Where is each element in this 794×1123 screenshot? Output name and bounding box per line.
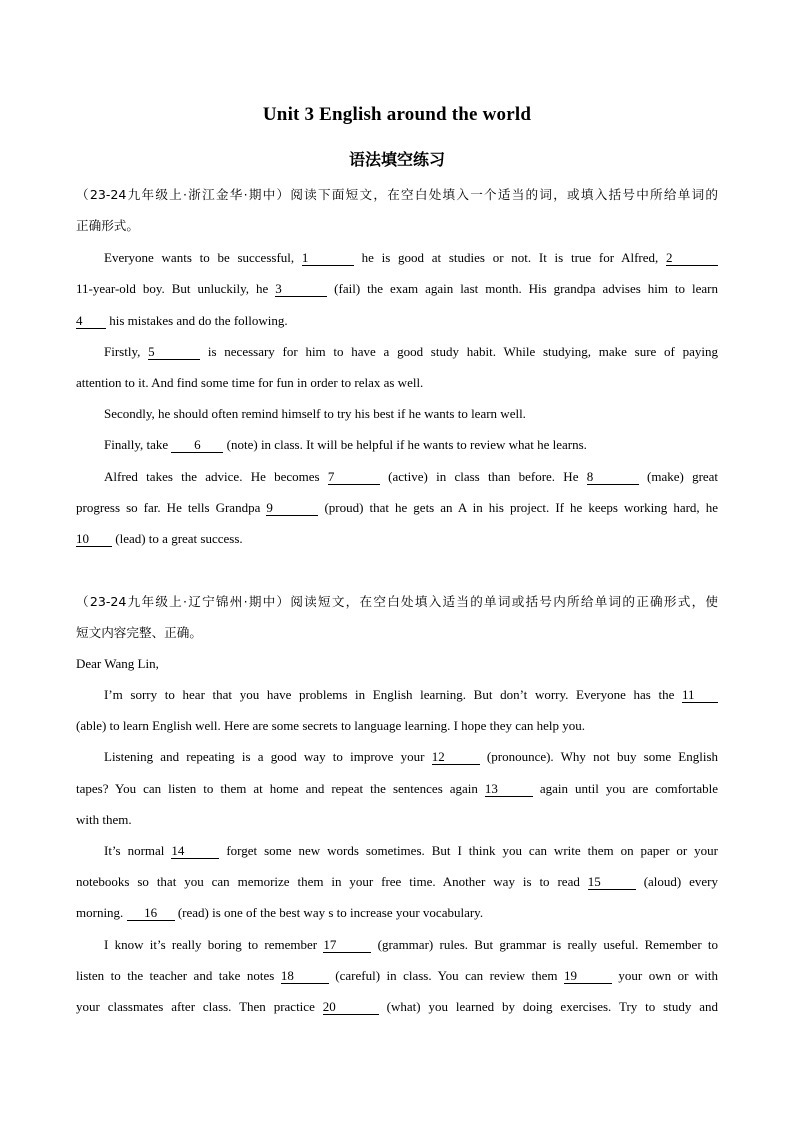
text: (aloud) every (643, 874, 719, 889)
blank-19[interactable]: 19 (564, 969, 612, 984)
text: Alfred takes the advice. He becomes (104, 469, 320, 484)
blank-6[interactable]: 6 (171, 438, 223, 453)
blank-13[interactable]: 13 (485, 782, 533, 797)
blank-10[interactable]: 10 (76, 532, 112, 547)
text: I’m sorry to hear that you have problems in English learning. But don’t worry. Everyone has the (104, 687, 675, 702)
text: listen to the teacher and take notes (76, 968, 275, 983)
s1-line-10 (76, 531, 718, 547)
text: Firstly, (104, 344, 141, 359)
text: (note) in class. It will be helpful if he wants to review what he learns. (226, 437, 587, 452)
blank-5[interactable]: 5 (148, 345, 200, 360)
page-subtitle: 语法填空练习 (348, 150, 445, 169)
text: (careful) in class. You can review them (335, 968, 558, 983)
s2-line-2: (able) to learn English well. Here are some secrets to language learning. I hope they can help you. (76, 718, 585, 733)
text: Listening and repeating is a good way to improve your (104, 749, 425, 764)
text: (grammar) rules. But grammar is really useful. Remember to (377, 937, 719, 952)
s1-line-2 (76, 281, 718, 297)
text: (active) in class than before. He (388, 469, 579, 484)
blank-20[interactable]: 20 (323, 1000, 379, 1015)
blank-4[interactable]: 4 (76, 314, 106, 329)
text: forget some new words sometimes. But I think you can write them on paper or your (226, 843, 718, 858)
s2-line-3 (104, 749, 718, 765)
text: Finally, take (104, 437, 169, 452)
blank-11[interactable]: 11 (682, 688, 718, 703)
blank-8[interactable]: 8 (587, 470, 639, 485)
text: your classmates after class. Then practice (76, 999, 315, 1014)
s1-line-6: Secondly, he should often remind himself to try his best if he wants to learn well. (104, 406, 526, 421)
s2-line-4 (76, 781, 718, 797)
blank-3[interactable]: 3 (275, 282, 327, 297)
s2-line-1 (104, 687, 718, 703)
text: (lead) to a great success. (115, 531, 243, 546)
text: (read) is one of the best way s to increase your vocabulary. (177, 905, 484, 920)
blank-18[interactable]: 18 (281, 969, 329, 984)
text: (fail) the exam again last month. His grandpa advises him to learn (334, 281, 718, 296)
page-title: Unit 3 English around the world (262, 104, 532, 125)
section1-instruction-line2: 正确形式。 (76, 218, 139, 233)
s1-line-9 (76, 500, 718, 516)
text: notebooks so that you can memorize them in your free time. Another way is to read (76, 874, 580, 889)
text: is necessary for him to have a good study habit. While studying, make sure of paying (207, 344, 719, 359)
s1-line-3 (76, 313, 718, 329)
text: I know it’s really boring to remember (104, 937, 318, 952)
text: Everyone wants to be successful, (104, 250, 295, 265)
s1-line-7 (104, 437, 718, 453)
section2-instruction-line2: 短文内容完整、正确。 (76, 625, 202, 640)
blank-7[interactable]: 7 (328, 470, 380, 485)
s2-line-8 (76, 905, 718, 921)
s2-line-7 (76, 874, 718, 890)
letter-greeting: Dear Wang Lin, (76, 656, 159, 671)
text: again until you are comfortable (539, 781, 719, 796)
blank-9[interactable]: 9 (266, 501, 318, 516)
section1-instruction-line1: （23-24九年级上·浙江金华·期中）阅读下面短文，在空白处填入一个适当的词，或填入括号中所给单词的 (76, 187, 718, 202)
text: (what) you learned by doing exercises. Try to study and (386, 999, 719, 1014)
s1-line-5: attention to it. And find some time for fun in order to relax as well. (76, 375, 424, 390)
blank-17[interactable]: 17 (323, 938, 371, 953)
text: (make) great (647, 469, 719, 484)
s2-line-5: with them. (76, 812, 132, 827)
text: It’s normal (104, 843, 165, 858)
blank-16[interactable]: 16 (127, 906, 175, 921)
s1-line-1 (104, 250, 718, 266)
section2-instruction-line1: （23-24九年级上·辽宁锦州·期中）阅读短文，在空白处填入适当的单词或括号内所给单词的正确形式，使 (76, 594, 718, 609)
text: your own or with (618, 968, 718, 983)
text: morning. (76, 905, 124, 920)
blank-15[interactable]: 15 (588, 875, 636, 890)
blank-14[interactable]: 14 (171, 844, 219, 859)
s1-line-8 (104, 469, 718, 485)
s2-line-11 (76, 999, 718, 1015)
text: progress so far. He tells Grandpa (76, 500, 261, 515)
blank-12[interactable]: 12 (432, 750, 480, 765)
blank-1[interactable]: 1 (302, 251, 354, 266)
text: 11-year-old boy. But unluckily, he (76, 281, 269, 296)
s2-line-6 (104, 843, 718, 859)
text: tapes? You can listen to them at home and repeat the sentences again (76, 781, 478, 796)
text: his mistakes and do the following. (109, 313, 288, 328)
s1-line-4 (104, 344, 718, 360)
s2-line-10 (76, 968, 718, 984)
text: (proud) that he gets an A in his project. If he keeps working hard, he (324, 500, 718, 515)
blank-2[interactable]: 2 (666, 251, 718, 266)
text: (pronounce). Why not buy some English (486, 749, 719, 764)
text: he is good at studies or not. It is true for Alfred, (361, 250, 659, 265)
s2-line-9 (104, 937, 718, 953)
